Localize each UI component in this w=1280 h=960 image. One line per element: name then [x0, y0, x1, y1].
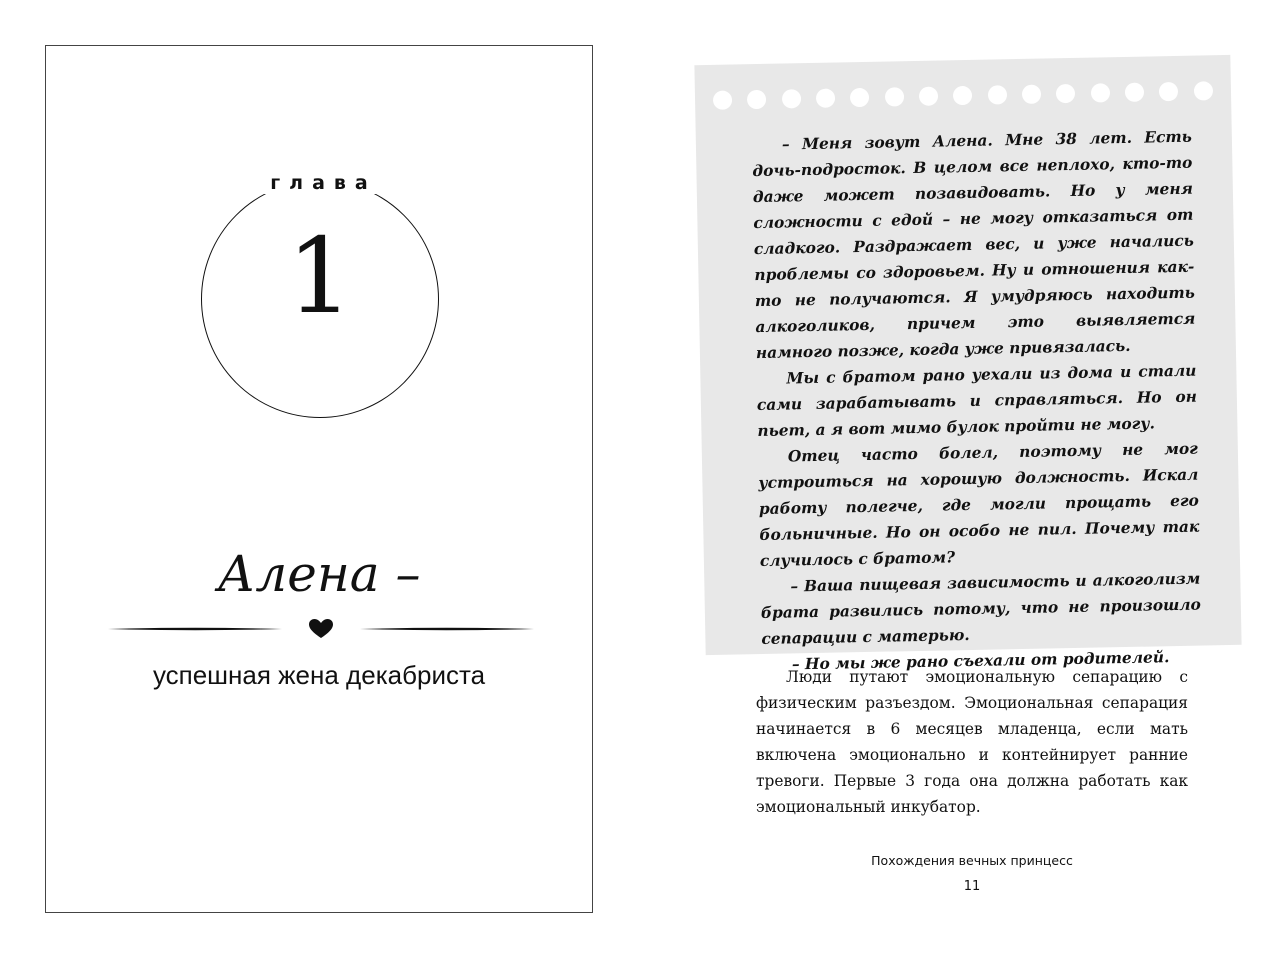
punch-hole — [1159, 82, 1178, 101]
punch-hole — [1022, 85, 1041, 104]
punch-hole — [1194, 81, 1213, 100]
note-dialogue — [752, 124, 1202, 678]
punch-hole — [953, 86, 972, 105]
punch-hole — [1056, 84, 1075, 103]
chapter-title-page — [45, 45, 593, 913]
note-paragraph: – Ваша пищевая зависимость и алкоголизм брата развились потому, что не произошло сепарации с матерью. — [760, 569, 1202, 649]
punch-hole — [919, 87, 938, 106]
punch-hole — [885, 87, 904, 106]
page-number: 11 — [963, 879, 981, 894]
body-paragraph: Люди путают эмоциональную сепарацию с физическим разъездом. Эмоциональная сепарация начинается в 6 месяцев младенца, если мать включена эмоционально и контейнирует ранние тревоги. Первые 3 года она должна работать как эмоциональный инкубатор. — [756, 668, 1188, 816]
chapter-hero-name: Алена – — [217, 545, 421, 603]
note-paragraph: Отец часто болел, поэтому не мог устроиться на хорошую должность. Искал работу полегче, где могли прощать его больничные. Но он особо не пил. Почему так случилось с братом? — [758, 439, 1200, 571]
chapter-subtitle: успешная жена декабриста — [152, 660, 486, 690]
ornamental-divider — [106, 616, 536, 642]
punch-hole — [1091, 83, 1110, 102]
note-paragraph: Мы с братом рано уехали из дома и стали сами зарабатывать и справляться. Но он пьет, а я вот мимо булок пройти не могу. — [756, 361, 1198, 441]
chapter-number: 1 — [286, 215, 354, 337]
punch-hole — [816, 89, 835, 108]
body-text — [756, 664, 1188, 820]
punch-hole — [988, 85, 1007, 104]
chapter-label: глава — [251, 172, 387, 194]
torn-note — [694, 55, 1241, 674]
note-punch-holes — [713, 81, 1213, 113]
punch-hole — [713, 90, 732, 109]
punch-hole — [850, 88, 869, 107]
punch-hole — [782, 89, 801, 108]
running-title: Похождения вечных принцесс — [871, 853, 1073, 868]
heart-icon — [309, 619, 333, 638]
punch-hole — [747, 90, 766, 109]
note-paragraph: – Но мы же рано съехали от родителей. — [791, 648, 1170, 674]
note-paragraph: – Меня зовут Алена. Мне 38 лет. Есть дочь-подросток. В целом все неплохо, кто-то даже может позавидовать. Но у меня сложности с едой – не могу отказаться от сладкого. Раздражает вес, и уже начались проблемы со здоровьем. Ну и отношения как-то не получаются. Я умудряюсь находить алкоголиков, причем это выявляется намного позже, когда уже привязалась. — [752, 127, 1196, 363]
punch-hole — [1125, 83, 1144, 102]
